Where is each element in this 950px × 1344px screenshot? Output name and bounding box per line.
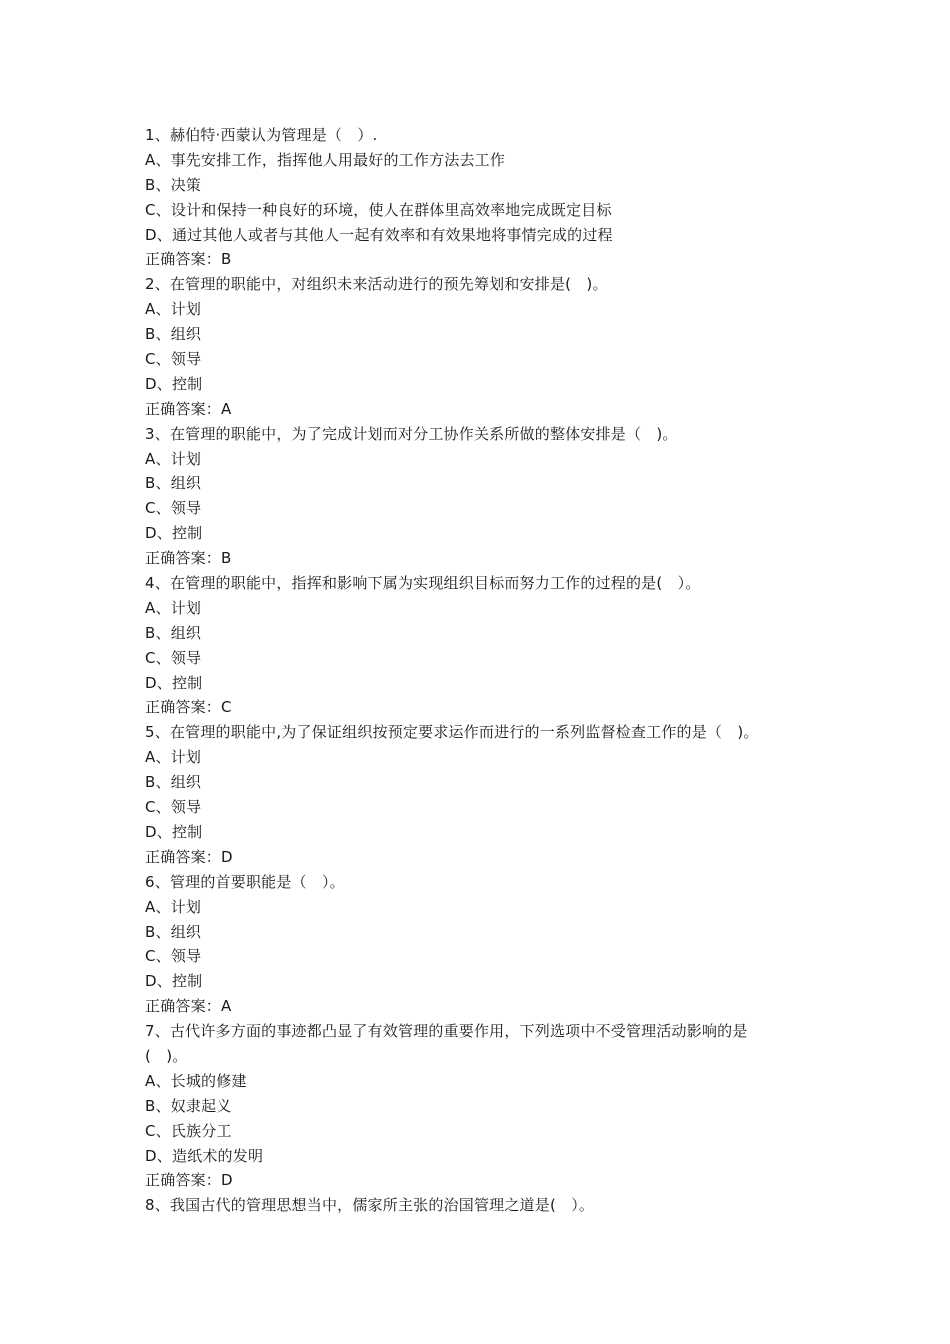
question-8 bbox=[145, 1193, 835, 1218]
question-stem: 6、管理的首要职能是（ ）。 bbox=[145, 872, 345, 891]
question-stem: 5、在管理的职能中,为了保证组织按预定要求运作而进行的一系列监督检查工作的是（ )。 bbox=[145, 723, 759, 742]
option-a: A、计划 bbox=[145, 300, 202, 319]
option-c: C、领导 bbox=[145, 350, 202, 369]
option-a: A、计划 bbox=[145, 897, 202, 916]
option-d: D、控制 bbox=[145, 673, 203, 692]
question-stem: 2、在管理的职能中，对组织未来活动进行的预先筹划和安排是( )。 bbox=[145, 275, 608, 294]
question-stem: 8、我国古代的管理思想当中，儒家所主张的治国管理之道是( ）。 bbox=[145, 1196, 595, 1215]
question-7 bbox=[145, 1019, 835, 1193]
option-b: B、组织 bbox=[145, 325, 202, 344]
question-3 bbox=[145, 422, 835, 571]
option-d: D、控制 bbox=[145, 524, 203, 543]
correct-answer: 正确答案：A bbox=[145, 997, 232, 1016]
option-c: C、氏族分工 bbox=[145, 1121, 232, 1140]
correct-answer: 正确答案：C bbox=[145, 698, 232, 717]
question-stem: 1、赫伯特·西蒙认为管理是（ ）. bbox=[145, 126, 378, 144]
correct-answer: 正确答案：B bbox=[145, 549, 232, 568]
option-c: C、领导 bbox=[145, 798, 202, 817]
option-a: A、计划 bbox=[145, 748, 202, 767]
option-c: C、领导 bbox=[145, 947, 202, 966]
option-d: D、控制 bbox=[145, 972, 203, 991]
option-a: A、长城的修建 bbox=[145, 1071, 247, 1090]
option-b: B、组织 bbox=[145, 922, 202, 941]
option-d: D、控制 bbox=[145, 822, 203, 841]
question-stem: 4、在管理的职能中，指挥和影响下属为实现组织目标而努力工作的过程的是( ）。 bbox=[145, 574, 701, 593]
correct-answer: 正确答案：D bbox=[145, 1171, 233, 1190]
correct-answer: 正确答案：A bbox=[145, 399, 232, 418]
option-c: C、设计和保持一种良好的环境，使人在群体里高效率地完成既定目标 bbox=[145, 200, 612, 219]
option-b: B、组织 bbox=[145, 773, 202, 792]
option-a: A、计划 bbox=[145, 449, 202, 468]
question-1 bbox=[145, 123, 835, 272]
option-d: D、造纸术的发明 bbox=[145, 1146, 264, 1165]
question-4 bbox=[145, 571, 835, 720]
correct-answer: 正确答案：D bbox=[145, 847, 233, 866]
question-stem: 7、古代许多方面的事迹都凸显了有效管理的重要作用，下列选项中不受管理活动影响的是 bbox=[145, 1022, 748, 1041]
question-6 bbox=[145, 870, 835, 1019]
option-c: C、领导 bbox=[145, 499, 202, 518]
option-b: B、组织 bbox=[145, 474, 202, 493]
option-d: D、控制 bbox=[145, 374, 203, 393]
option-b: B、决策 bbox=[145, 175, 202, 194]
option-d: D、通过其他人或者与其他人一起有效率和有效果地将事情完成的过程 bbox=[145, 225, 613, 244]
question-stem: 3、在管理的职能中，为了完成计划而对分工协作关系所做的整体安排是（ )。 bbox=[145, 424, 678, 443]
option-c: C、领导 bbox=[145, 648, 202, 667]
option-a: A、事先安排工作，指挥他人用最好的工作方法去工作 bbox=[145, 150, 506, 169]
correct-answer: 正确答案：B bbox=[145, 250, 232, 269]
option-b: B、奴隶起义 bbox=[145, 1096, 232, 1115]
question-5 bbox=[145, 720, 835, 869]
question-2 bbox=[145, 272, 835, 421]
question-stem-continued: ( )。 bbox=[145, 1046, 188, 1065]
option-b: B、组织 bbox=[145, 623, 202, 642]
option-a: A、计划 bbox=[145, 598, 202, 617]
document-page bbox=[145, 123, 835, 1218]
